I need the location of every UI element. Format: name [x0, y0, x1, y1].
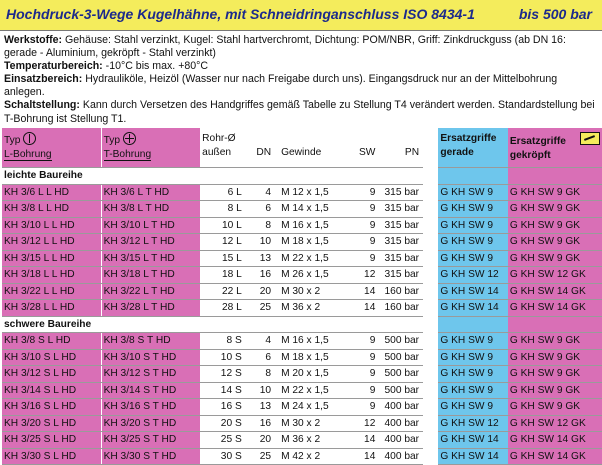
t-bore-type-cell: KH 3/6 L T HD [101, 184, 200, 201]
sw-cell: 9 [344, 201, 377, 218]
pn-cell: 500 bar [377, 382, 423, 399]
dn-cell: 16 [244, 415, 273, 432]
pn-cell: 400 bar [377, 415, 423, 432]
pipe-diameter-cell: 25 S [200, 432, 244, 449]
header-l-bore: Typ L-Bohrung [2, 128, 101, 168]
sw-cell: 9 [344, 382, 377, 399]
table-row [2, 267, 602, 284]
pn-cell: 315 bar [377, 201, 423, 218]
dn-cell: 13 [244, 250, 273, 267]
handle-bent-cell: G KH SW 12 GK [508, 267, 602, 284]
l-bore-type-cell: KH 3/12 L L HD [2, 234, 101, 251]
t-bore-type-cell: KH 3/8 L T HD [101, 201, 200, 218]
pn-cell: 315 bar [377, 267, 423, 284]
thread-cell: M 18 x 1,5 [273, 349, 344, 366]
thread-cell: M 18 x 1,5 [273, 234, 344, 251]
t-bore-type-cell: KH 3/8 S T HD [101, 333, 200, 350]
sw-cell: 14 [344, 448, 377, 465]
header-pn: PN [377, 128, 423, 168]
pipe-diameter-cell: 15 L [200, 250, 244, 267]
header-t-bore: Typ T-Bohrung [101, 128, 200, 168]
handle-bent-cell: G KH SW 9 GK [508, 201, 602, 218]
dn-cell: 20 [244, 283, 273, 300]
pn-cell: 315 bar [377, 234, 423, 251]
pipe-diameter-cell: 14 S [200, 382, 244, 399]
t-bore-type-cell: KH 3/10 S T HD [101, 349, 200, 366]
header-handle-bent: Ersatzgriffe gekröpft [508, 128, 602, 168]
pipe-diameter-cell: 10 L [200, 217, 244, 234]
pipe-diameter-cell: 18 L [200, 267, 244, 284]
table-row [2, 415, 602, 432]
thread-cell: M 22 x 1,5 [273, 250, 344, 267]
pipe-diameter-cell: 28 L [200, 300, 244, 317]
pn-cell: 500 bar [377, 333, 423, 350]
dn-cell: 6 [244, 349, 273, 366]
l-bore-type-cell: KH 3/8 S L HD [2, 333, 101, 350]
sw-cell: 14 [344, 283, 377, 300]
thread-cell: M 16 x 1,5 [273, 217, 344, 234]
pipe-diameter-cell: 16 S [200, 399, 244, 416]
t-bore-type-cell: KH 3/12 L T HD [101, 234, 200, 251]
dn-cell: 25 [244, 448, 273, 465]
handle-bent-cell: G KH SW 9 GK [508, 250, 602, 267]
handle-straight-cell: G KH SW 9 [438, 250, 508, 267]
thread-cell: M 30 x 2 [273, 283, 344, 300]
handle-bent-cell: G KH SW 14 GK [508, 448, 602, 465]
sw-cell: 9 [344, 184, 377, 201]
product-table [2, 128, 602, 465]
thread-cell: M 36 x 2 [273, 432, 344, 449]
table-header [2, 128, 602, 168]
pn-cell: 500 bar [377, 349, 423, 366]
thread-cell: M 26 x 1,5 [273, 267, 344, 284]
thread-cell: M 12 x 1,5 [273, 184, 344, 201]
dn-cell: 6 [244, 201, 273, 218]
table-row [2, 349, 602, 366]
l-bore-type-cell: KH 3/30 S L HD [2, 448, 101, 465]
dn-cell: 20 [244, 432, 273, 449]
table-row [2, 448, 602, 465]
dn-cell: 8 [244, 366, 273, 383]
l-bore-type-cell: KH 3/18 L L HD [2, 267, 101, 284]
pipe-diameter-cell: 20 S [200, 415, 244, 432]
thread-cell: M 14 x 1,5 [273, 201, 344, 218]
temperature-text: Temperaturbereich: -10°C bis max. +80°C [4, 60, 209, 73]
pn-cell: 315 bar [377, 184, 423, 201]
pipe-diameter-cell: 12 S [200, 366, 244, 383]
pipe-diameter-cell: 22 L [200, 283, 244, 300]
pn-cell: 160 bar [377, 283, 423, 300]
sw-cell: 12 [344, 267, 377, 284]
dn-cell: 16 [244, 267, 273, 284]
table-row [2, 234, 602, 251]
sw-cell: 9 [344, 250, 377, 267]
table-row [2, 217, 602, 234]
valve-t-icon [123, 132, 136, 145]
handle-straight-cell: G KH SW 12 [438, 415, 508, 432]
handle-straight-cell: G KH SW 14 [438, 300, 508, 317]
table-row [2, 250, 602, 267]
l-bore-type-cell: KH 3/22 L L HD [2, 283, 101, 300]
sw-cell: 12 [344, 415, 377, 432]
l-bore-type-cell: KH 3/14 S L HD [2, 382, 101, 399]
handle-straight-cell: G KH SW 9 [438, 382, 508, 399]
dn-cell: 4 [244, 333, 273, 350]
t-bore-type-cell: KH 3/14 S T HD [101, 382, 200, 399]
handle-bent-cell: G KH SW 12 GK [508, 415, 602, 432]
handle-bent-cell: G KH SW 9 GK [508, 399, 602, 416]
t-bore-type-cell: KH 3/25 S T HD [101, 432, 200, 449]
pn-cell: 400 bar [377, 448, 423, 465]
pn-cell: 400 bar [377, 399, 423, 416]
pipe-diameter-cell: 12 L [200, 234, 244, 251]
handle-straight-cell: G KH SW 9 [438, 234, 508, 251]
handle-bent-cell: G KH SW 14 GK [508, 432, 602, 449]
sw-cell: 9 [344, 234, 377, 251]
section-heading [2, 168, 602, 185]
thread-cell: M 36 x 2 [273, 300, 344, 317]
t-bore-type-cell: KH 3/15 L T HD [101, 250, 200, 267]
t-bore-type-cell: KH 3/28 L T HD [101, 300, 200, 317]
pressure-rating: bis 500 bar [518, 6, 592, 22]
thread-cell: M 24 x 1,5 [273, 399, 344, 416]
l-bore-type-cell: KH 3/6 L L HD [2, 184, 101, 201]
page-title: Hochdruck-3-Wege Kugelhähne, mit Schneidringanschluss ISO 8434-1 [6, 6, 475, 22]
thread-cell: M 22 x 1,5 [273, 382, 344, 399]
table-row [2, 399, 602, 416]
description [4, 34, 600, 126]
handle-straight-cell: G KH SW 14 [438, 283, 508, 300]
thread-cell: M 16 x 1,5 [273, 333, 344, 350]
valve-l-icon [23, 132, 36, 145]
t-bore-type-cell: KH 3/20 S T HD [101, 415, 200, 432]
title-bar [0, 0, 602, 31]
pipe-diameter-cell: 30 S [200, 448, 244, 465]
l-bore-type-cell: KH 3/15 L L HD [2, 250, 101, 267]
thread-cell: M 42 x 2 [273, 448, 344, 465]
handle-bent-cell: G KH SW 9 GK [508, 349, 602, 366]
handle-straight-cell: G KH SW 9 [438, 366, 508, 383]
section-heading [2, 316, 602, 333]
header-handle-straight: Ersatzgriffe gerade [438, 128, 508, 168]
t-bore-type-cell: KH 3/30 S T HD [101, 448, 200, 465]
table-row [2, 184, 602, 201]
t-bore-type-cell: KH 3/18 L T HD [101, 267, 200, 284]
l-bore-type-cell: KH 3/28 L L HD [2, 300, 101, 317]
t-bore-type-cell: KH 3/12 S T HD [101, 366, 200, 383]
l-bore-type-cell: KH 3/10 L L HD [2, 217, 101, 234]
header-sw: SW [344, 128, 377, 168]
handle-straight-cell: G KH SW 14 [438, 448, 508, 465]
handle-bent-cell: G KH SW 9 GK [508, 382, 602, 399]
header-dn: DN [244, 128, 273, 168]
pn-cell: 400 bar [377, 432, 423, 449]
t-bore-type-cell: KH 3/10 L T HD [101, 217, 200, 234]
table-row [2, 382, 602, 399]
table-row [2, 201, 602, 218]
pipe-diameter-cell: 8 L [200, 201, 244, 218]
dn-cell: 4 [244, 184, 273, 201]
sw-cell: 9 [344, 349, 377, 366]
section-title: schwere Baureihe [2, 316, 423, 333]
handle-straight-cell: G KH SW 12 [438, 267, 508, 284]
pipe-diameter-cell: 8 S [200, 333, 244, 350]
handle-bent-cell: G KH SW 9 GK [508, 184, 602, 201]
handle-bent-cell: G KH SW 9 GK [508, 333, 602, 350]
table-row [2, 300, 602, 317]
l-bore-type-cell: KH 3/12 S L HD [2, 366, 101, 383]
header-thread: Gewinde [273, 128, 344, 168]
sw-cell: 9 [344, 399, 377, 416]
table-row [2, 333, 602, 350]
switch-position-text: Schaltstellung: Kann durch Versetzen des Handgriffes gemäß Tabelle zu Stellung T4 verändert werden. Standardstellung bei T-Bohrung ist Stellung T1. [4, 99, 595, 125]
handle-straight-cell: G KH SW 9 [438, 333, 508, 350]
dn-cell: 13 [244, 399, 273, 416]
l-bore-type-cell: KH 3/8 L L HD [2, 201, 101, 218]
dn-cell: 10 [244, 382, 273, 399]
t-bore-type-cell: KH 3/22 L T HD [101, 283, 200, 300]
handle-bent-cell: G KH SW 14 GK [508, 283, 602, 300]
product-table-body [2, 128, 602, 465]
section-title: leichte Baureihe [2, 168, 423, 185]
handle-straight-cell: G KH SW 9 [438, 184, 508, 201]
t-bore-type-cell: KH 3/16 S T HD [101, 399, 200, 416]
pn-cell: 160 bar [377, 300, 423, 317]
dn-cell: 10 [244, 234, 273, 251]
header-pipe-diameter: Rohr-Ø außen [200, 128, 244, 168]
handle-straight-cell: G KH SW 9 [438, 217, 508, 234]
l-bore-type-cell: KH 3/20 S L HD [2, 415, 101, 432]
sw-cell: 9 [344, 333, 377, 350]
usage-text: Einsatzbereich: Hydrauliköle, Heizöl (Wasser nur nach Freigabe durch uns). Eingangsdruck nur an der Mittelbohrung anlegen. [4, 73, 558, 99]
handle-bent-cell: G KH SW 9 GK [508, 234, 602, 251]
sw-cell: 14 [344, 300, 377, 317]
handle-straight-cell: G KH SW 9 [438, 399, 508, 416]
pn-cell: 315 bar [377, 250, 423, 267]
handle-bent-cell: G KH SW 14 GK [508, 300, 602, 317]
materials-text: Werkstoffe: Gehäuse: Stahl verzinkt, Kugel: Stahl hartverchromt, Dichtung: POM/NBR, Griff: Zinkdruckguss (ab DN 16: gerade - Aluminium, gekröpft - Stahl verzinkt) [4, 34, 566, 60]
table-row [2, 283, 602, 300]
handle-bent-cell: G KH SW 9 GK [508, 366, 602, 383]
pipe-diameter-cell: 6 L [200, 184, 244, 201]
handle-straight-cell: G KH SW 9 [438, 349, 508, 366]
dn-cell: 8 [244, 217, 273, 234]
l-bore-type-cell: KH 3/25 S L HD [2, 432, 101, 449]
thread-cell: M 20 x 1,5 [273, 366, 344, 383]
bent-handle-icon [580, 132, 600, 145]
thread-cell: M 30 x 2 [273, 415, 344, 432]
sw-cell: 9 [344, 366, 377, 383]
pipe-diameter-cell: 10 S [200, 349, 244, 366]
dn-cell: 25 [244, 300, 273, 317]
handle-bent-cell: G KH SW 9 GK [508, 217, 602, 234]
table-row [2, 432, 602, 449]
table-row [2, 366, 602, 383]
handle-straight-cell: G KH SW 14 [438, 432, 508, 449]
pn-cell: 315 bar [377, 217, 423, 234]
pn-cell: 500 bar [377, 366, 423, 383]
sw-cell: 9 [344, 217, 377, 234]
l-bore-type-cell: KH 3/10 S L HD [2, 349, 101, 366]
handle-straight-cell: G KH SW 9 [438, 201, 508, 218]
sw-cell: 14 [344, 432, 377, 449]
l-bore-type-cell: KH 3/16 S L HD [2, 399, 101, 416]
